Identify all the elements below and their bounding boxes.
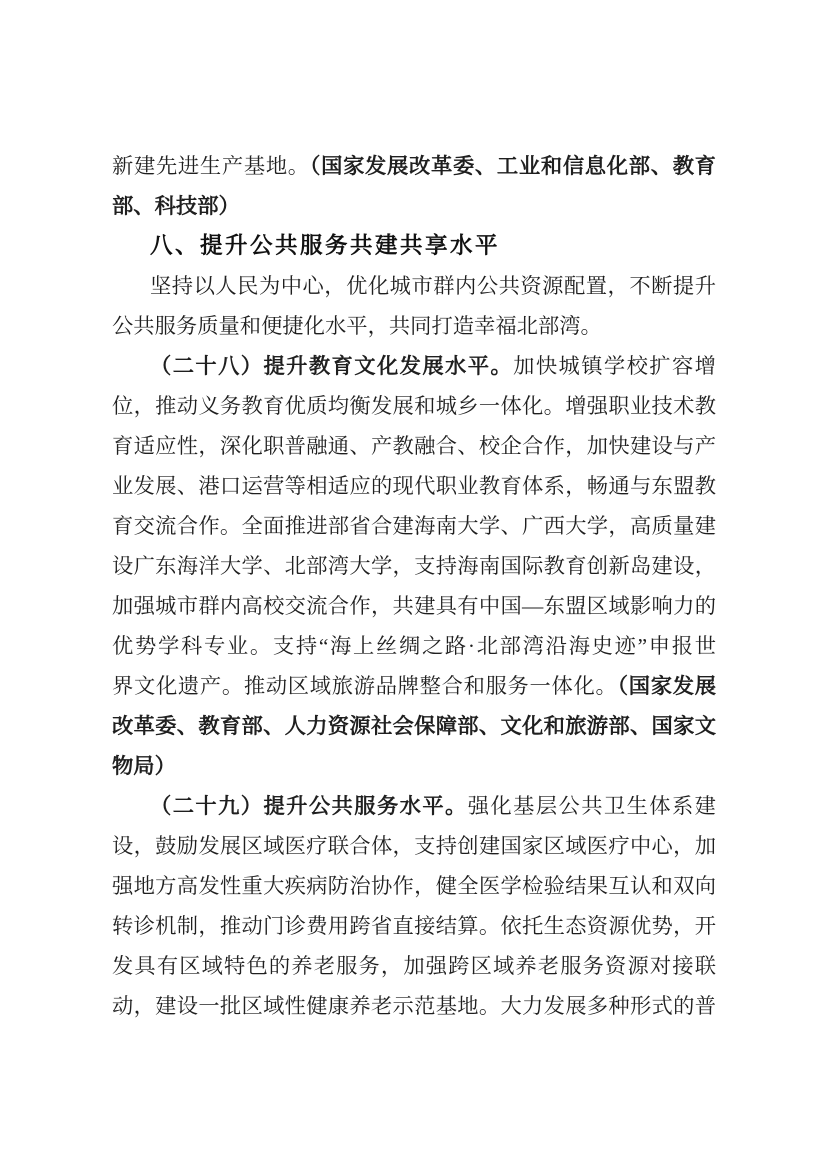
text-run: 育交流合作。全面推进部省合建海南大学、广西大学，高质量建 [112, 514, 716, 538]
section-heading-line [112, 226, 716, 266]
paragraph-item-29-line [112, 946, 716, 986]
text-run: 物局） [112, 754, 176, 778]
paragraph-item-28-line [112, 666, 716, 706]
text-run: 育适应性，深化职普融通、产教融合、校企合作，加快建设与产 [112, 434, 716, 458]
paragraph-item-29-line [112, 866, 716, 906]
text-run: 设，鼓励发展区域医疗联合体，支持创建国家区域医疗中心，加 [112, 834, 716, 858]
text-run: 加强城市群内高校交流合作，共建具有中国—东盟区域影响力的 [112, 594, 716, 618]
text-run: 转诊机制，推动门诊费用跨省直接结算。依托生态资源优势，开 [112, 914, 716, 938]
text-run: 八、提升公共服务共建共享水平 [150, 233, 501, 258]
text-run: 加快城镇学校扩容增 [513, 354, 716, 378]
paragraph-item-28-line [112, 386, 716, 426]
text-run: 位，推动义务教育优质均衡发展和城乡一体化。增强职业技术教 [112, 394, 716, 418]
text-run: 动，建设一批区域性健康养老示范基地。大力发展多种形式的普 [112, 994, 716, 1018]
text-run: （二十九）提升公共服务水平。 [150, 794, 468, 818]
text-run: 界文化遗产。推动区域旅游品牌整合和服务一体化。 [112, 674, 618, 698]
paragraph-item-28-line [112, 546, 716, 586]
text-run: 公共服务质量和便捷化水平，共同打造幸福北部湾。 [112, 314, 602, 338]
paragraph-item-28-line [112, 426, 716, 466]
paragraph-overview-line [112, 266, 716, 306]
text-run: 强地方高发性重大疾病防治协作，健全医学检验结果互认和双向 [112, 874, 716, 898]
paragraph-item-29-line [112, 786, 716, 826]
paragraph-item-29-line [112, 826, 716, 866]
text-run: 设广东海洋大学、北部湾大学，支持海南国际教育创新岛建设， [112, 554, 716, 578]
paragraph-item-28-line [112, 746, 716, 786]
document-text-block [112, 146, 716, 1026]
paragraph-item-28-line [112, 346, 716, 386]
text-run: 改革委、教育部、人力资源社会保障部、文化和旅游部、国家文 [112, 714, 716, 738]
paragraph-continuation-line [112, 186, 716, 226]
text-run: 业发展、港口运营等相适应的现代职业教育体系，畅通与东盟教 [112, 474, 716, 498]
paragraph-item-29-line [112, 906, 716, 946]
paragraph-item-29-line [112, 986, 716, 1026]
text-run: 坚持以人民为中心，优化城市群内公共资源配置，不断提升 [150, 274, 716, 298]
text-run: 强化基层公共卫生体系建 [467, 794, 716, 818]
paragraph-item-28-line [112, 506, 716, 546]
paragraph-item-28-line [112, 466, 716, 506]
text-run: 发具有区域特色的养老服务，加强跨区域养老服务资源对接联 [112, 954, 716, 978]
paragraph-item-28-line [112, 586, 716, 626]
text-run: （国家发展 [617, 674, 716, 698]
paragraph-continuation-line [112, 146, 716, 186]
paragraph-item-28-line [112, 626, 716, 666]
paragraph-overview-line [112, 306, 716, 346]
text-run: 优势学科专业。支持“海上丝绸之路·北部湾沿海史迹”申报世 [112, 634, 716, 658]
text-run: 新建先进生产基地。 [112, 154, 310, 178]
paragraph-item-28-line [112, 706, 716, 746]
text-run: 部、科技部） [112, 194, 240, 218]
text-run: （二十八）提升教育文化发展水平。 [150, 354, 514, 378]
text-run: （国家发展改革委、工业和信息化部、教育 [309, 154, 716, 178]
